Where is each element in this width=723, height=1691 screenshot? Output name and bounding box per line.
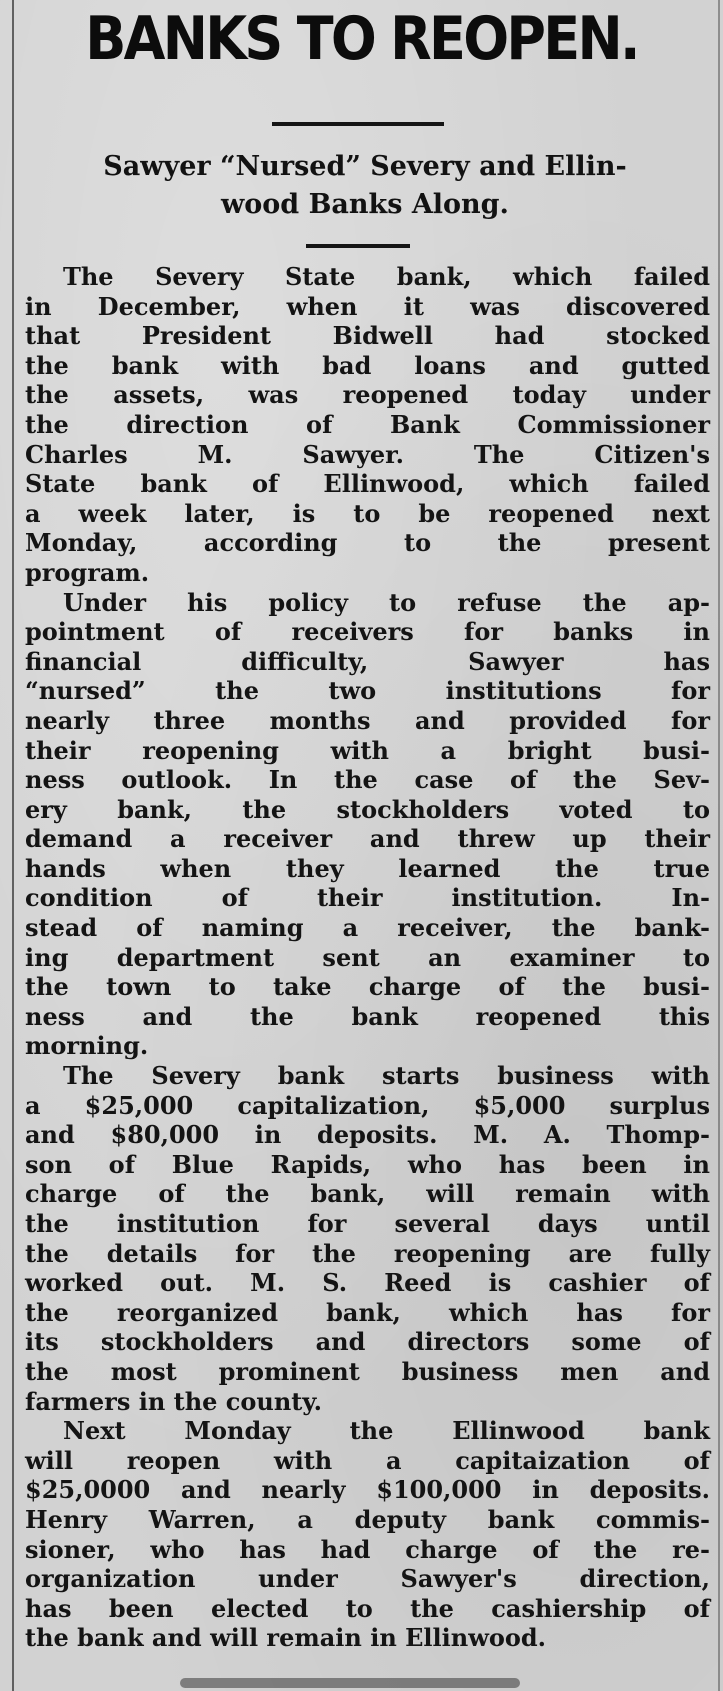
headline: BANKS TO REOPEN. [85,4,638,74]
article-line: charge of the bank, will remain with [25,1179,710,1209]
headline-divider [272,122,444,126]
article-line: Charles M. Sawyer. The Citizen's [25,439,710,469]
article-line: nearly three months and provided for [25,705,710,735]
article-line: ness and the bank reopened this [25,1001,710,1031]
article-line: that President Bidwell had stocked [25,321,710,351]
article-line: pointment of receivers for banks in [25,617,710,647]
article-line: condition of their institution. In- [25,883,710,913]
article-line: the town to take charge of the busi- [25,972,710,1002]
article-line: ness outlook. In the case of the Sev- [25,765,710,795]
article-line: in December, when it was discovered [25,291,710,321]
article-paragraph [25,262,710,588]
subheadline-line: wood Banks Along. [221,189,509,220]
article-line: sioner, who has had charge of the re- [25,1534,710,1564]
article-line: will reopen with a capitaization of [25,1445,710,1475]
article-line: the most prominent business men and [25,1356,710,1386]
article-line: financial difficulty, Sawyer has [25,646,710,676]
article-line: and $80,000 in deposits. M. A. Thomp- [25,1120,710,1150]
article-line: has been elected to the cashiership of [25,1593,710,1623]
article-paragraph [25,1416,710,1653]
article-line: its stockholders and directors some of [25,1327,710,1357]
article-line: a $25,000 capitalization, $5,000 surplus [25,1090,710,1120]
article-line: Under his policy to refuse the ap- [63,587,710,617]
article-line: the details for the reopening are fully [25,1238,710,1268]
article-paragraph [25,588,710,1062]
article-line: “nursed” the two institutions for [25,676,710,706]
article-line: Next Monday the Ellinwood bank [63,1416,710,1446]
article-line: Henry Warren, a deputy bank commis- [25,1504,710,1534]
column-rule-left [12,0,14,1691]
article-line: demand a receiver and threw up their [25,824,710,854]
article-line: ery bank, the stockholders voted to [25,794,710,824]
article-line: stead of naming a receiver, the bank- [25,913,710,943]
article-line: ing department sent an examiner to [25,942,710,972]
article-line: the assets, was reopened today under [25,380,710,410]
article-line: the bank with bad loans and gutted [25,350,710,380]
article-line: hands when they learned the true [25,853,710,883]
article-line: son of Blue Rapids, who has been in [25,1149,710,1179]
article-line: the direction of Bank Commissioner [25,409,710,439]
article-line: organization under Sawyer's direction, [25,1564,710,1594]
article-body [25,262,710,1653]
column-rule-right [718,0,720,1691]
article-line: $25,0000 and nearly $100,000 in deposits. [25,1475,710,1505]
article-line: morning. [25,1031,149,1061]
article-line: State bank of Ellinwood, which failed [25,469,710,499]
article-line: The Severy bank starts business with [63,1061,710,1091]
article-line: worked out. M. S. Reed is cashier of [25,1268,710,1298]
article-line: the institution for several days until [25,1209,710,1238]
article-line: The Severy State bank, which failed [63,262,710,291]
bottom-rule [180,1678,520,1688]
article-line: a week later, is to be reopened next [25,498,710,528]
article-line: program. [25,557,150,587]
article-paragraph [25,1061,710,1416]
subheadline [20,148,710,224]
article-line: their reopening with a bright busi- [25,735,710,765]
subhead-divider [306,244,410,248]
subheadline-line: Sawyer “Nursed” Severy and Ellin- [103,151,627,182]
article-line: farmers in the county. [25,1386,322,1416]
article-line: Monday, according to the present [25,528,710,558]
article-line: the reorganized bank, which has for [25,1297,710,1327]
article-line: the bank and will remain in Ellinwood. [25,1623,547,1653]
